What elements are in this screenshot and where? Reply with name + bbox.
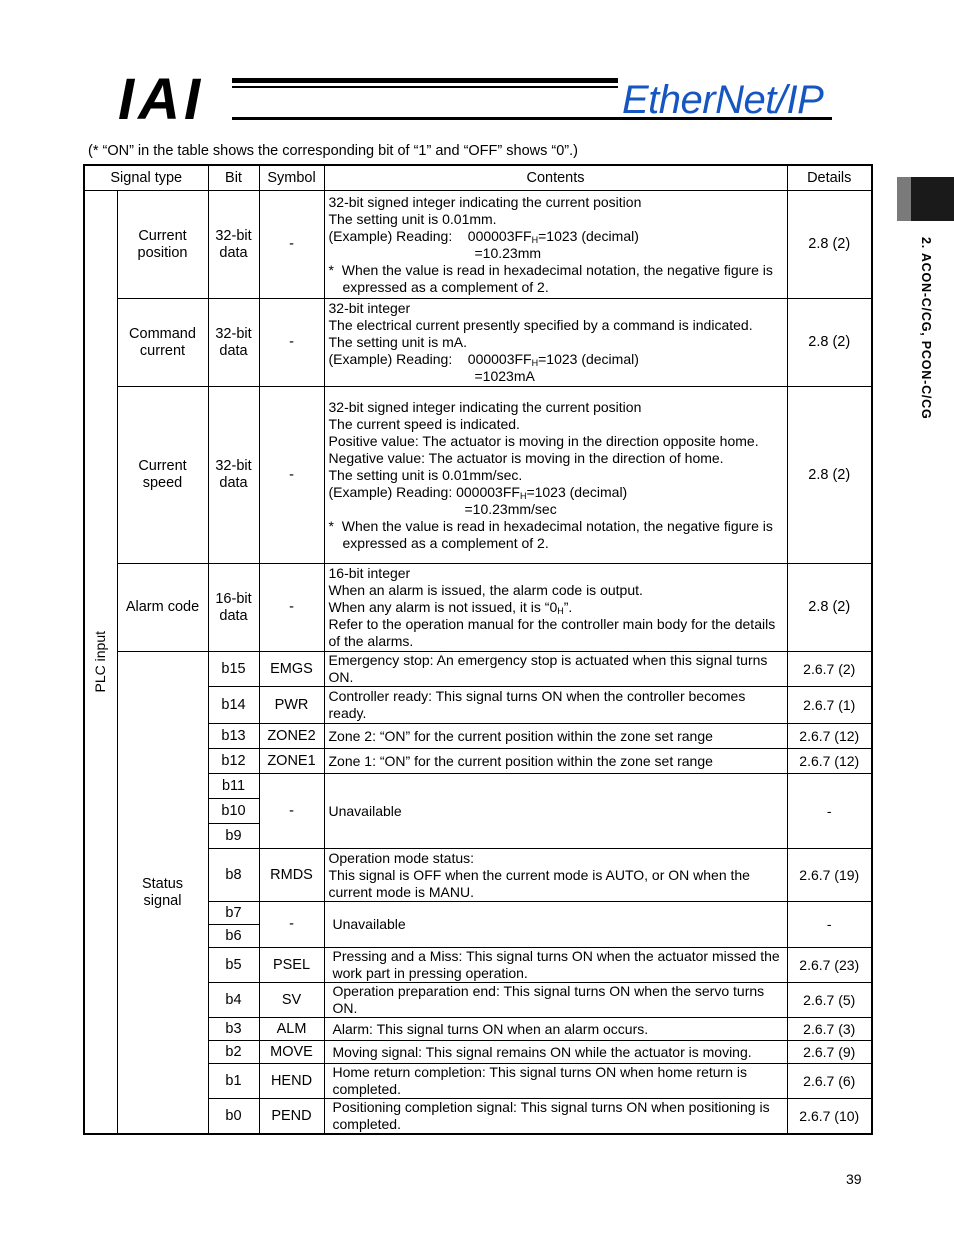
content-line: =1023mA — [474, 368, 535, 384]
table-row — [84, 191, 872, 299]
contents-cell: Alarm: This signal turns ON when an alarm occurs. — [324, 1018, 787, 1041]
content-line: The current speed is indicated. — [328, 415, 520, 432]
content-line: =10.23mm — [474, 244, 542, 261]
contents-cell: Controller ready: This signal turns ON when the controller becomes ready. — [324, 687, 787, 724]
bit-cell: b4 — [208, 983, 259, 1018]
bit-cell: b10 — [208, 799, 259, 824]
symbol-cell: PWR — [259, 687, 324, 724]
content-line: Positive value: The actuator is moving in the direction opposite home. — [328, 432, 759, 449]
details-cell: 2.8 (2) — [787, 564, 872, 652]
table-row — [84, 299, 872, 387]
chapter-tab-marker — [897, 177, 954, 221]
contents-cell: Pressing and a Miss: This signal turns ON when the actuator missed the work part in pressing operation. — [324, 948, 787, 983]
symbol-cell: ZONE2 — [259, 724, 324, 749]
details-cell: 2.6.7 (5) — [787, 983, 872, 1018]
bit-cell: 16-bit data — [208, 564, 259, 652]
contents-cell: Positioning completion signal: This signal turns ON when positioning is completed. — [324, 1099, 787, 1135]
bit-cell: b12 — [208, 749, 259, 774]
plc-input-signal-table — [83, 164, 873, 1135]
content-line: Refer to the operation manual for the controller main body for the details of the alarms. — [328, 616, 776, 649]
contents-cell: Operation mode status: This signal is OFF when the current mode is AUTO, or ON when the current mode is MANU. — [324, 849, 787, 902]
symbol-cell: ZONE1 — [259, 749, 324, 774]
contents-cell: Operation preparation end: This signal turns ON when the servo turns ON. — [324, 983, 787, 1018]
bit-cell: b11 — [208, 774, 259, 799]
chapter-side-label: 2. ACON-C/CG, PCON-C/CG — [919, 237, 933, 420]
bit-cell: b8 — [208, 849, 259, 902]
bit-cell: 32-bit data — [208, 387, 259, 564]
plc-input-label: PLC input — [92, 631, 109, 693]
details-cell: 2.6.7 (3) — [787, 1018, 872, 1041]
symbol-cell: - — [259, 774, 324, 849]
bit-cell: b3 — [208, 1018, 259, 1041]
content-line: The setting unit is mA. — [328, 334, 468, 350]
content-line: The setting unit is 0.01mm/sec. — [328, 466, 523, 483]
contents-cell — [324, 387, 787, 564]
table-row — [84, 652, 872, 687]
header-signal-type: Signal type — [84, 165, 208, 191]
details-cell: - — [787, 774, 872, 849]
bit-cell: b13 — [208, 724, 259, 749]
content-line: (Example) Reading: $000003FF_H=1023$ (decimal) — [328, 227, 639, 245]
bit-cell: 32-bit data — [208, 191, 259, 299]
details-cell: 2.6.7 (19) — [787, 849, 872, 902]
symbol-cell: HEND — [259, 1064, 324, 1099]
contents-cell — [324, 564, 787, 652]
header-rule-thin — [232, 86, 618, 88]
header-details: Details — [787, 165, 872, 191]
plc-input-group-cell — [84, 191, 117, 1135]
details-cell: 2.6.7 (9) — [787, 1041, 872, 1064]
details-cell: 2.6.7 (1) — [787, 687, 872, 724]
symbol-cell: MOVE — [259, 1041, 324, 1064]
contents-cell: Zone 1: “ON” for the current position within the zone set range — [324, 749, 787, 774]
table-header-row — [84, 165, 872, 191]
contents-cell: Moving signal: This signal remains ON while the actuator is moving. — [324, 1041, 787, 1064]
symbol-cell: - — [259, 299, 324, 387]
details-cell: 2.6.7 (12) — [787, 749, 872, 774]
symbol-cell: EMGS — [259, 652, 324, 687]
bit-cell: b6 — [208, 925, 259, 948]
status-signal-label: Status signal — [117, 652, 208, 1135]
contents-cell — [324, 191, 787, 299]
bit-cell: b2 — [208, 1041, 259, 1064]
contents-cell: Emergency stop: An emergency stop is actuated when this signal turns ON. — [324, 652, 787, 687]
symbol-cell: ALM — [259, 1018, 324, 1041]
bit-cell: b5 — [208, 948, 259, 983]
contents-cell: Home return completion: This signal turns ON when home return is completed. — [324, 1064, 787, 1099]
details-cell: 2.8 (2) — [787, 387, 872, 564]
signal-name: Alarm code — [117, 564, 208, 652]
ethernet-ip-logo: EtherNet/IP — [622, 78, 824, 122]
header-contents: Contents — [324, 165, 787, 191]
symbol-cell: PEND — [259, 1099, 324, 1135]
bit-cell: b1 — [208, 1064, 259, 1099]
symbol-cell: - — [259, 564, 324, 652]
content-line: 32-bit integer — [328, 300, 411, 316]
table-note: (* “ON” in the table shows the corresponding bit of “1” and “OFF” shows “0”.) — [88, 143, 578, 159]
details-cell: 2.6.7 (2) — [787, 652, 872, 687]
symbol-cell: RMDS — [259, 849, 324, 902]
details-cell: - — [787, 902, 872, 948]
content-line: 32-bit signed integer indicating the current position — [328, 398, 642, 415]
table-row — [84, 387, 872, 564]
contents-cell: Zone 2: “ON” for the current position within the zone set range — [324, 724, 787, 749]
content-line: (Example) Reading: $000003FF_H=1023$ (decimal) — [328, 483, 628, 501]
content-line: The setting unit is 0.01mm. — [328, 210, 497, 227]
header-rule-thick — [232, 78, 618, 83]
bit-cell: b14 — [208, 687, 259, 724]
content-line: Negative value: The actuator is moving in the direction of home. — [328, 449, 724, 466]
details-cell: 2.6.7 (12) — [787, 724, 872, 749]
bit-cell: b15 — [208, 652, 259, 687]
details-cell: 2.6.7 (10) — [787, 1099, 872, 1135]
header-bit: Bit — [208, 165, 259, 191]
details-cell: 2.8 (2) — [787, 299, 872, 387]
content-note: * When the value is read in hexadecimal notation, the negative figure is expressed as a complement of 2. — [328, 261, 773, 295]
table-row — [84, 564, 872, 652]
page-number: 39 — [846, 1171, 862, 1187]
bit-cell: b0 — [208, 1099, 259, 1135]
bit-cell: b7 — [208, 902, 259, 925]
symbol-cell: - — [259, 387, 324, 564]
content-line: The electrical current presently specified by a command is indicated. — [328, 317, 753, 333]
details-cell: 2.6.7 (23) — [787, 948, 872, 983]
details-cell: 2.6.7 (6) — [787, 1064, 872, 1099]
contents-cell — [324, 299, 787, 387]
symbol-cell: SV — [259, 983, 324, 1018]
signal-name: Command current — [117, 299, 208, 387]
content-line: When any alarm is not issued, it is “$0_H$”. — [328, 599, 573, 616]
details-cell: 2.8 (2) — [787, 191, 872, 299]
signal-name: Current speed — [117, 387, 208, 564]
symbol-cell: - — [259, 191, 324, 299]
content-line: (Example) Reading: $000003FF_H=1023$ (decimal) — [328, 351, 639, 368]
bit-cell: 32-bit data — [208, 299, 259, 387]
bit-cell: b9 — [208, 824, 259, 849]
contents-cell: Unavailable — [324, 902, 787, 948]
symbol-cell: - — [259, 902, 324, 948]
content-note: * When the value is read in hexadecimal notation, the negative figure is expressed as a complement of 2. — [328, 517, 773, 551]
signal-name: Current position — [117, 191, 208, 299]
content-line: =10.23mm/sec — [464, 500, 557, 517]
content-line: 32-bit signed integer indicating the current position — [328, 193, 642, 210]
content-line: When an alarm is issued, the alarm code is output. — [328, 582, 643, 598]
contents-cell: Unavailable — [324, 774, 787, 849]
iai-logo: IAI — [118, 67, 205, 132]
header-symbol: Symbol — [259, 165, 324, 191]
symbol-cell: PSEL — [259, 948, 324, 983]
content-line: 16-bit integer — [328, 565, 411, 581]
